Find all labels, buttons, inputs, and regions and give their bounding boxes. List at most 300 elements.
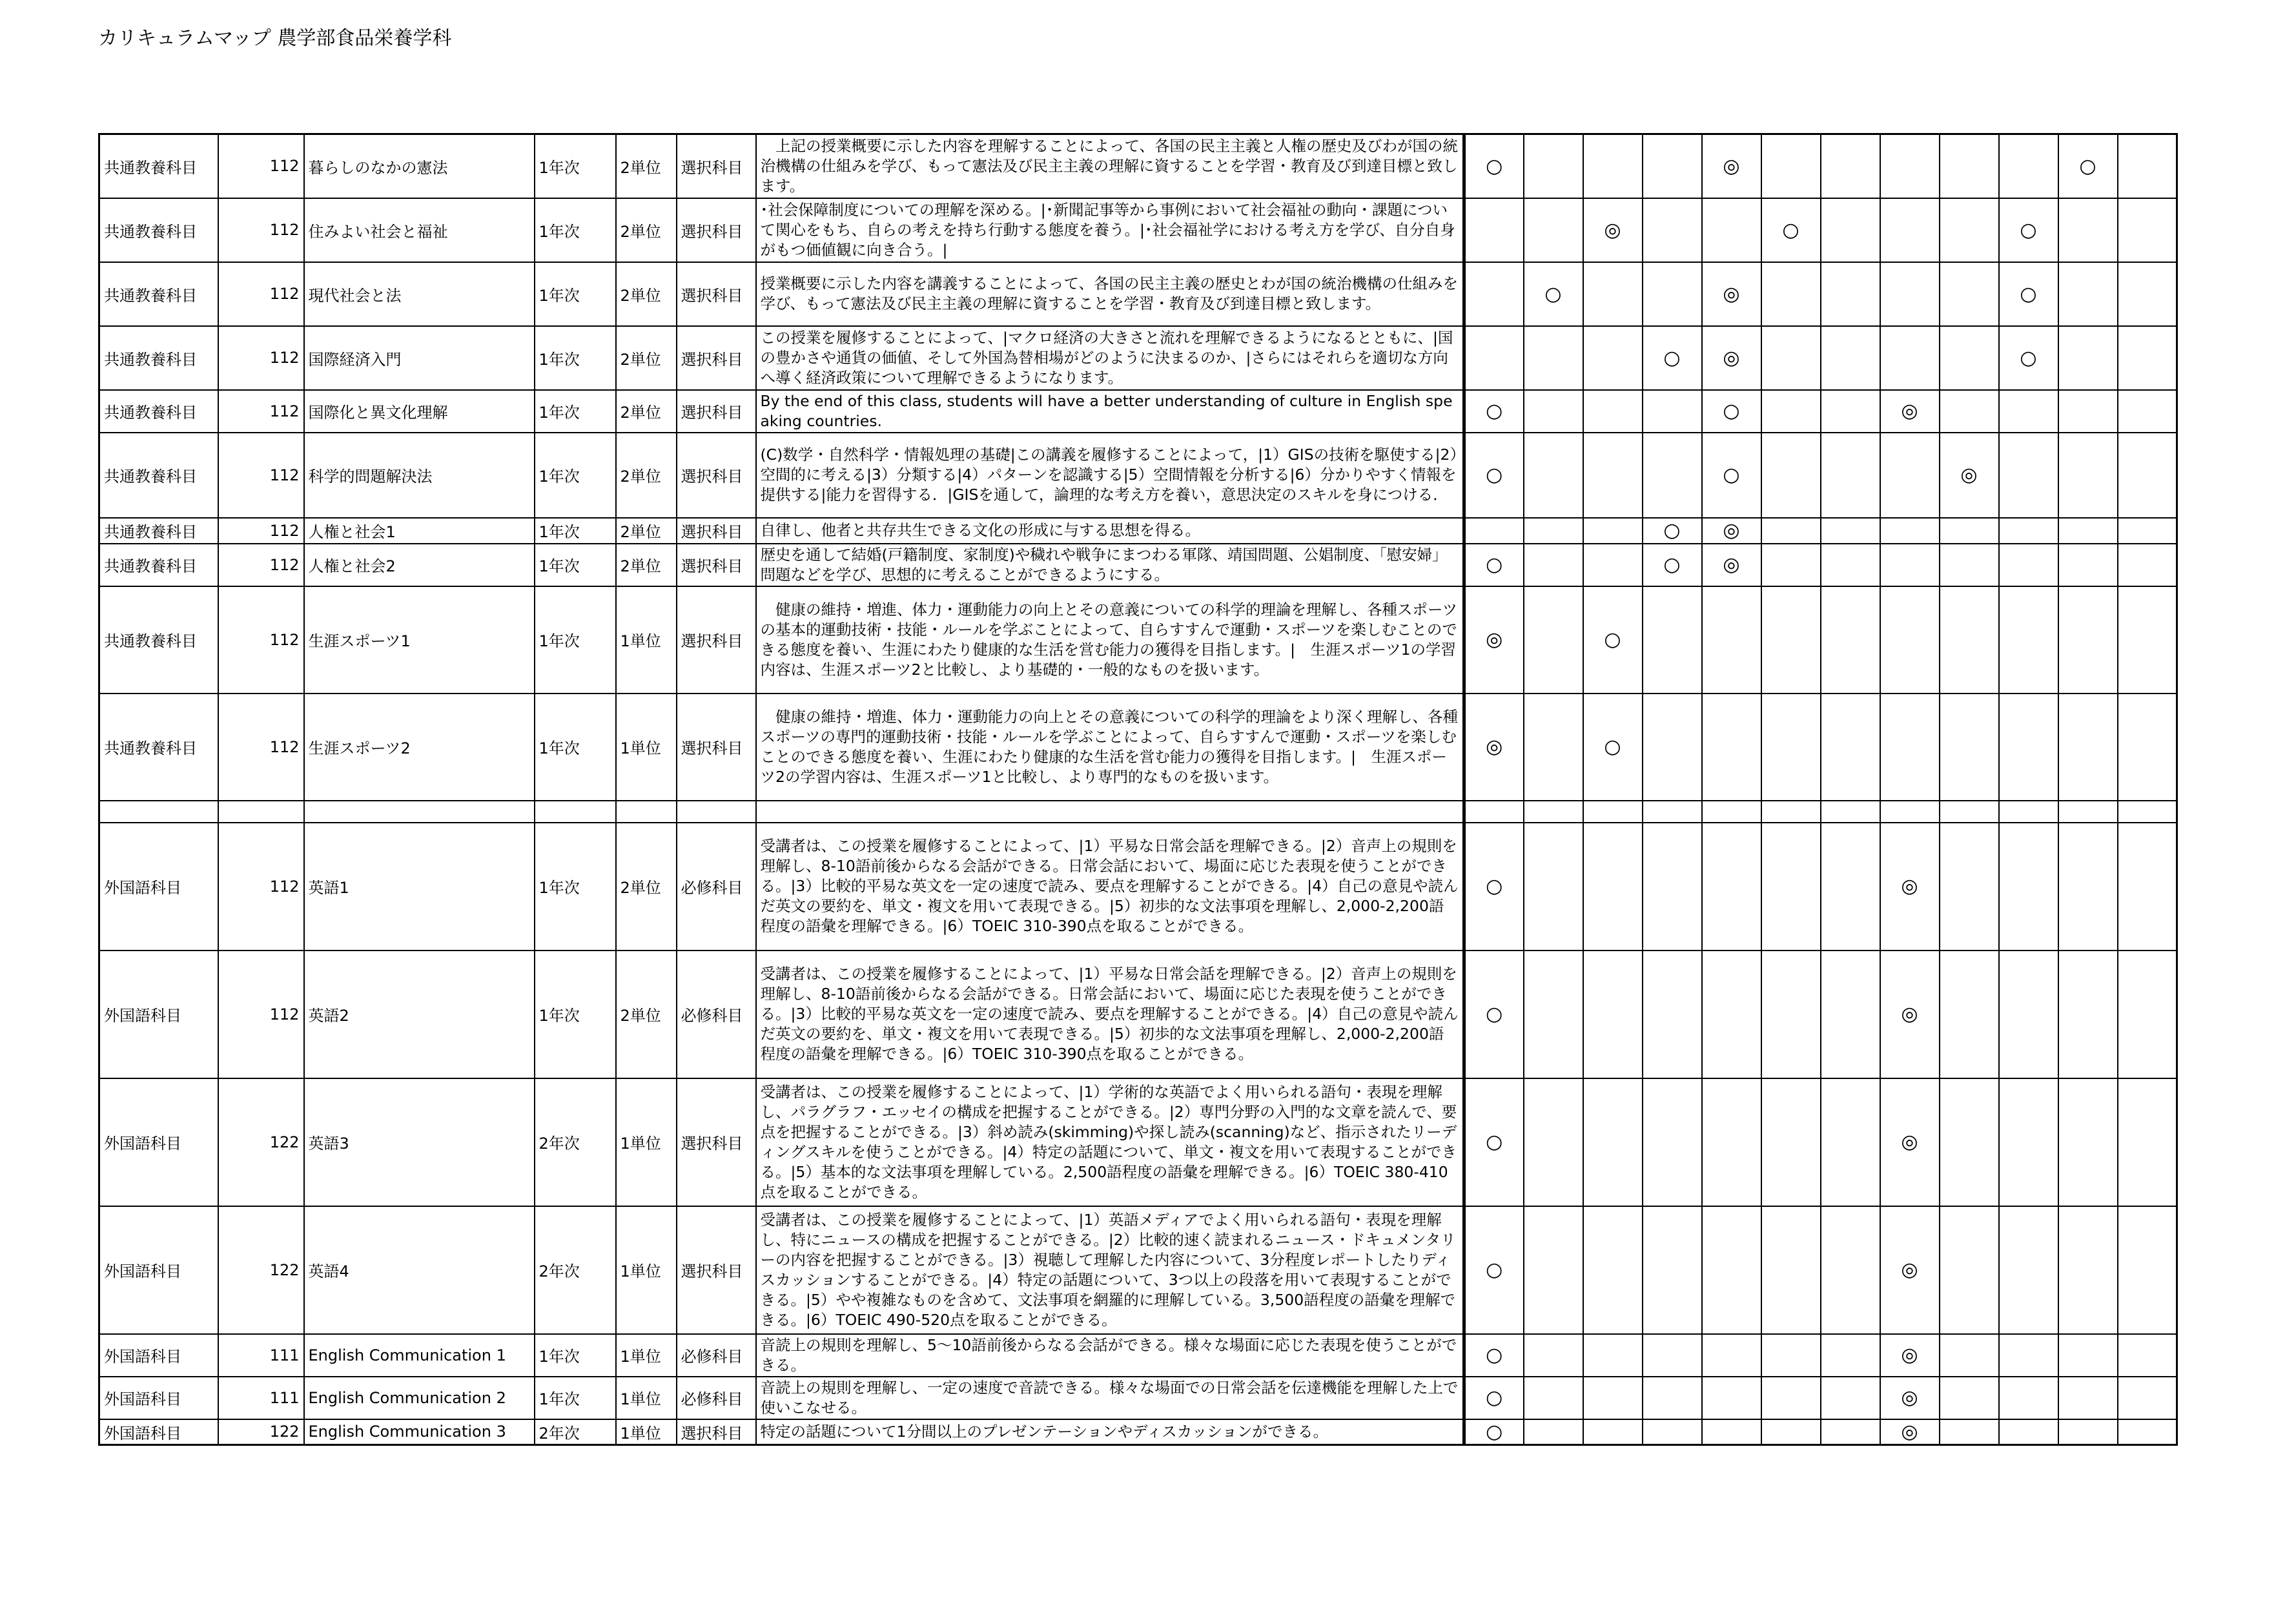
mark-cell	[1999, 1334, 2058, 1377]
code-cell: 122	[218, 1078, 304, 1206]
mark-cell	[1821, 1334, 1880, 1377]
mark-cell: ◎	[1880, 1334, 1940, 1377]
category-cell: 外国語科目	[99, 1377, 218, 1419]
mark-cell	[2058, 951, 2118, 1078]
mark-cell	[2118, 586, 2177, 694]
empty-cell	[304, 801, 535, 823]
table-row	[99, 1377, 2177, 1419]
code-cell: 112	[218, 544, 304, 586]
mark-cell	[2058, 544, 2118, 586]
mark-cell	[1880, 544, 1940, 586]
code-cell: 112	[218, 198, 304, 262]
empty-cell	[2058, 801, 2118, 823]
category-cell: 共通教養科目	[99, 198, 218, 262]
table-row	[99, 1419, 2177, 1445]
mark-cell	[1999, 134, 2058, 198]
table-row	[99, 262, 2177, 326]
description-cell: 受講者は、この授業を履修することによって、|1）学術的な英語でよく用いられる語句・表現を理解し、パラグラフ・エッセイの構成を把握することができる。|2）専門分野の入門的な文章を読んで、要点を把握することができる。|3）斜め読み(skimming)や探し読み(scanning)など、指示されたリーディングスキルを使うことができる。|4）特定の話題について、単文・複文を用いて表現することができる。|5）基本的な文法事項を理解している。2,500語程度の語彙を理解できる。|6）TOEIC 380-410点を取ることができる。	[756, 1078, 1464, 1206]
credits-cell: 2単位	[616, 823, 677, 951]
course-type-cell: 選択科目	[677, 694, 756, 801]
mark-cell	[2058, 1078, 2118, 1206]
mark-cell	[2058, 823, 2118, 951]
mark-cell	[1524, 518, 1583, 544]
table-row	[99, 544, 2177, 586]
course-name-cell: English Communication 2	[304, 1377, 535, 1419]
empty-cell	[99, 801, 218, 823]
mark-cell	[1583, 262, 1643, 326]
mark-cell	[1880, 326, 1940, 390]
code-cell: 112	[218, 326, 304, 390]
course-type-cell: 必修科目	[677, 823, 756, 951]
mark-cell	[1643, 1419, 1702, 1445]
credits-cell: 1単位	[616, 1419, 677, 1445]
course-name-cell: 科学的問題解決法	[304, 433, 535, 518]
mark-cell: ○	[1464, 1419, 1524, 1445]
course-name-cell: 人権と社会2	[304, 544, 535, 586]
credits-cell: 2単位	[616, 390, 677, 433]
mark-cell	[1643, 433, 1702, 518]
empty-cell	[1880, 801, 1940, 823]
mark-cell	[1999, 433, 2058, 518]
mark-cell	[1524, 544, 1583, 586]
mark-cell	[2058, 518, 2118, 544]
mark-cell: ◎	[1702, 262, 1761, 326]
category-cell: 共通教養科目	[99, 262, 218, 326]
code-cell: 112	[218, 262, 304, 326]
mark-cell	[1464, 326, 1524, 390]
mark-cell: ○	[1464, 134, 1524, 198]
mark-cell: ○	[1464, 1377, 1524, 1419]
mark-cell: ◎	[1880, 390, 1940, 433]
course-name-cell: 生涯スポーツ2	[304, 694, 535, 801]
mark-cell: ◎	[1880, 1419, 1940, 1445]
table-row	[99, 198, 2177, 262]
mark-cell	[1524, 433, 1583, 518]
credits-cell: 2単位	[616, 262, 677, 326]
credits-cell: 1単位	[616, 694, 677, 801]
empty-cell	[1643, 801, 1702, 823]
mark-cell	[1583, 544, 1643, 586]
mark-cell	[1761, 694, 1821, 801]
mark-cell	[1821, 433, 1880, 518]
mark-cell	[1643, 1377, 1702, 1419]
mark-cell	[2118, 198, 2177, 262]
mark-cell	[2058, 262, 2118, 326]
mark-cell	[1940, 823, 1999, 951]
course-name-cell: 国際化と異文化理解	[304, 390, 535, 433]
course-type-cell: 選択科目	[677, 134, 756, 198]
mark-cell	[1880, 262, 1940, 326]
course-name-cell: 英語3	[304, 1078, 535, 1206]
empty-cell	[535, 801, 616, 823]
mark-cell	[1880, 586, 1940, 694]
credits-cell: 1単位	[616, 1334, 677, 1377]
mark-cell	[1643, 134, 1702, 198]
course-type-cell: 必修科目	[677, 1377, 756, 1419]
mark-cell	[1999, 823, 2058, 951]
empty-cell	[1761, 801, 1821, 823]
mark-cell	[1940, 1078, 1999, 1206]
table-row	[99, 951, 2177, 1078]
credits-cell: 2単位	[616, 544, 677, 586]
mark-cell	[1761, 1206, 1821, 1334]
mark-cell	[1821, 586, 1880, 694]
year-cell: 1年次	[535, 694, 616, 801]
mark-cell: ○	[2058, 134, 2118, 198]
year-cell: 2年次	[535, 1419, 616, 1445]
mark-cell	[1583, 433, 1643, 518]
mark-cell	[1524, 134, 1583, 198]
empty-cell	[218, 801, 304, 823]
course-type-cell: 選択科目	[677, 433, 756, 518]
description-cell: 歴史を通して結婚(戸籍制度、家制度)や穢れや戦争にまつわる軍隊、靖国問題、公娼制度、「慰安婦」問題などを学び、思想的に考えることができるようにする。	[756, 544, 1464, 586]
year-cell: 1年次	[535, 390, 616, 433]
course-name-cell: 人権と社会1	[304, 518, 535, 544]
course-type-cell: 選択科目	[677, 198, 756, 262]
mark-cell: ○	[1464, 1334, 1524, 1377]
mark-cell	[1761, 518, 1821, 544]
year-cell: 1年次	[535, 198, 616, 262]
table-row	[99, 1206, 2177, 1334]
table-row	[99, 390, 2177, 433]
mark-cell	[2058, 198, 2118, 262]
empty-cell	[1464, 801, 1524, 823]
year-cell: 1年次	[535, 262, 616, 326]
mark-cell	[1524, 390, 1583, 433]
empty-cell	[1702, 801, 1761, 823]
mark-cell	[2058, 586, 2118, 694]
mark-cell	[1583, 134, 1643, 198]
page-title: カリキュラムマップ 農学部食品栄養学科	[98, 27, 452, 50]
category-cell: 共通教養科目	[99, 390, 218, 433]
mark-cell	[1821, 198, 1880, 262]
mark-cell	[1940, 1334, 1999, 1377]
empty-cell	[1999, 801, 2058, 823]
description-cell: 上記の授業概要に示した内容を理解することによって、各国の民主主義と人権の歴史及びわが国の統治機構の仕組みを学び、もって憲法及び民主主義の理解に資することを学習・教育及び到達目標と致します。	[756, 134, 1464, 198]
course-type-cell: 必修科目	[677, 1334, 756, 1377]
year-cell: 1年次	[535, 823, 616, 951]
mark-cell: ◎	[1880, 1206, 1940, 1334]
category-cell: 共通教養科目	[99, 134, 218, 198]
table-row	[99, 586, 2177, 694]
year-cell: 1年次	[535, 1334, 616, 1377]
mark-cell	[2118, 694, 2177, 801]
mark-cell	[1880, 134, 1940, 198]
code-cell: 111	[218, 1334, 304, 1377]
category-cell: 外国語科目	[99, 1419, 218, 1445]
mark-cell	[1999, 1377, 2058, 1419]
mark-cell	[1999, 694, 2058, 801]
mark-cell	[2058, 1377, 2118, 1419]
table-row	[99, 694, 2177, 801]
year-cell: 1年次	[535, 518, 616, 544]
course-name-cell: 住みよい社会と福祉	[304, 198, 535, 262]
course-type-cell: 選択科目	[677, 518, 756, 544]
mark-cell	[1940, 262, 1999, 326]
mark-cell	[1643, 390, 1702, 433]
mark-cell	[1761, 262, 1821, 326]
description-cell: この授業を履修することによって、|マクロ経済の大きさと流れを理解できるようになるとともに、|国の豊かさや通貨の価値、そして外国為替相場がどのように決まるのか、|さらにはそれらを適切な方向へ導く経済政策について理解できるようになります。	[756, 326, 1464, 390]
mark-cell	[1761, 390, 1821, 433]
mark-cell	[1821, 823, 1880, 951]
course-type-cell: 必修科目	[677, 951, 756, 1078]
mark-cell	[1583, 1334, 1643, 1377]
mark-cell	[1821, 1377, 1880, 1419]
mark-cell: ○	[1761, 198, 1821, 262]
mark-cell	[2118, 390, 2177, 433]
mark-cell: ◎	[1464, 586, 1524, 694]
mark-cell	[1821, 951, 1880, 1078]
mark-cell	[1524, 1078, 1583, 1206]
empty-cell	[1524, 801, 1583, 823]
mark-cell	[1821, 1078, 1880, 1206]
mark-cell	[1821, 544, 1880, 586]
mark-cell	[1643, 1206, 1702, 1334]
code-cell: 112	[218, 390, 304, 433]
mark-cell: ○	[1643, 544, 1702, 586]
mark-cell	[1524, 1206, 1583, 1334]
mark-cell	[2118, 1419, 2177, 1445]
year-cell: 1年次	[535, 544, 616, 586]
code-cell: 112	[218, 951, 304, 1078]
mark-cell	[1702, 198, 1761, 262]
mark-cell	[1999, 518, 2058, 544]
table-row	[99, 1334, 2177, 1377]
mark-cell	[1821, 1419, 1880, 1445]
description-cell: (C)数学・自然科学・情報処理の基礎|この講義を履修することによって，|1）GISの技術を駆使する|2）空間的に考える|3）分類する|4）パターンを認識する|5）空間情報を分析する|6）分かりやすく情報を提供する|能力を習得する．|GISを通して，論理的な考え方を養い，意思決定のスキルを身につける．	[756, 433, 1464, 518]
mark-cell	[1643, 823, 1702, 951]
mark-cell	[1940, 586, 1999, 694]
category-cell: 外国語科目	[99, 1206, 218, 1334]
mark-cell	[2118, 544, 2177, 586]
mark-cell	[1880, 518, 1940, 544]
mark-cell	[2118, 433, 2177, 518]
mark-cell	[1940, 518, 1999, 544]
mark-cell	[1583, 823, 1643, 951]
mark-cell	[1643, 1334, 1702, 1377]
mark-cell	[1702, 1334, 1761, 1377]
category-cell: 共通教養科目	[99, 433, 218, 518]
mark-cell	[1643, 586, 1702, 694]
course-type-cell: 選択科目	[677, 1078, 756, 1206]
mark-cell	[1999, 586, 2058, 694]
mark-cell	[1524, 326, 1583, 390]
code-cell: 112	[218, 134, 304, 198]
mark-cell: ○	[1643, 326, 1702, 390]
mark-cell	[1583, 326, 1643, 390]
mark-cell: ◎	[1702, 518, 1761, 544]
credits-cell: 2単位	[616, 433, 677, 518]
year-cell: 1年次	[535, 951, 616, 1078]
year-cell: 1年次	[535, 326, 616, 390]
mark-cell: ○	[1999, 198, 2058, 262]
description-cell: 健康の維持・増進、体力・運動能力の向上とその意義についての科学的理論をより深く理解し、各種スポーツの専門的運動技術・技能・ルールを学ぶことによって、自らすすんで運動・スポーツを楽しむことのできる態度を養い、生涯にわたり健康的な生活を営む能力の獲得を目指します。| 生涯スポーツ2の学習内容は、生涯スポーツ1と比較し、より専門的なものを扱います。	[756, 694, 1464, 801]
description-cell: 特定の話題について1分間以上のプレゼンテーションやディスカッションができる。	[756, 1419, 1464, 1445]
code-cell: 111	[218, 1377, 304, 1419]
mark-cell	[1999, 1419, 2058, 1445]
mark-cell	[1702, 1078, 1761, 1206]
mark-cell	[1524, 1334, 1583, 1377]
mark-cell	[2118, 1377, 2177, 1419]
mark-cell: ◎	[1880, 1078, 1940, 1206]
mark-cell	[1524, 1377, 1583, 1419]
mark-cell	[1821, 694, 1880, 801]
mark-cell	[2058, 433, 2118, 518]
empty-cell	[756, 801, 1464, 823]
course-name-cell: 現代社会と法	[304, 262, 535, 326]
mark-cell	[1702, 1377, 1761, 1419]
mark-cell	[1524, 198, 1583, 262]
mark-cell	[1999, 1206, 2058, 1334]
mark-cell	[1880, 198, 1940, 262]
mark-cell: ◎	[1464, 694, 1524, 801]
mark-cell: ○	[1583, 694, 1643, 801]
description-cell: 自律し、他者と共存共生できる文化の形成に与する思想を得る。	[756, 518, 1464, 544]
category-cell: 共通教養科目	[99, 518, 218, 544]
table-row	[99, 1078, 2177, 1206]
mark-cell	[2058, 1206, 2118, 1334]
mark-cell	[1643, 951, 1702, 1078]
category-cell: 外国語科目	[99, 951, 218, 1078]
mark-cell	[1524, 951, 1583, 1078]
mark-cell: ○	[1702, 433, 1761, 518]
mark-cell	[1821, 390, 1880, 433]
credits-cell: 2単位	[616, 134, 677, 198]
mark-cell	[1583, 1078, 1643, 1206]
description-cell: 受講者は、この授業を履修することによって、|1）平易な日常会話を理解できる。|2）音声上の規則を理解し、8-10語前後からなる会話ができる。日常会話において、場面に応じた表現を使うことができる。|3）比較的平易な英文を一定の速度で読み、要点を理解することができる。|4）自己の意見や読んだ英文の要約を、単文・複文を用いて表現できる。|5）初歩的な文法事項を理解し、2,000-2,200語程度の語彙を理解できる。|6）TOEIC 310-390点を取ることができる。	[756, 823, 1464, 951]
year-cell: 2年次	[535, 1206, 616, 1334]
year-cell: 1年次	[535, 1377, 616, 1419]
course-type-cell: 選択科目	[677, 1206, 756, 1334]
mark-cell	[1761, 1377, 1821, 1419]
mark-cell	[2118, 1206, 2177, 1334]
category-cell: 外国語科目	[99, 1078, 218, 1206]
mark-cell: ○	[1999, 326, 2058, 390]
mark-cell	[1702, 586, 1761, 694]
empty-cell	[2118, 801, 2177, 823]
mark-cell	[1761, 1078, 1821, 1206]
mark-cell	[2058, 1419, 2118, 1445]
mark-cell: ○	[1464, 1078, 1524, 1206]
mark-cell: ◎	[1702, 134, 1761, 198]
mark-cell	[2058, 326, 2118, 390]
description-cell: 音読上の規則を理解し、一定の速度で音読できる。様々な場面での日常会話を伝達機能を理解した上で使いこなせる。	[756, 1377, 1464, 1419]
mark-cell	[1999, 951, 2058, 1078]
mark-cell	[2118, 518, 2177, 544]
mark-cell	[2058, 390, 2118, 433]
credits-cell: 1単位	[616, 1078, 677, 1206]
code-cell: 122	[218, 1419, 304, 1445]
course-name-cell: English Communication 3	[304, 1419, 535, 1445]
table-row	[99, 433, 2177, 518]
code-cell: 112	[218, 694, 304, 801]
mark-cell	[1643, 262, 1702, 326]
mark-cell	[1583, 390, 1643, 433]
mark-cell: ○	[1464, 433, 1524, 518]
description-cell: 健康の維持・増進、体力・運動能力の向上とその意義についての科学的理論を理解し、各種スポーツの基本的運動技術・技能・ルールを学ぶことによって、自らすすんで運動・スポーツを楽しむことのできる態度を養い、生涯にわたり健康的な生活を営む能力の獲得を目指します。| 生涯スポーツ1の学習内容は、生涯スポーツ2と比較し、より基礎的・一般的なものを扱います。	[756, 586, 1464, 694]
mark-cell	[1940, 544, 1999, 586]
mark-cell	[1583, 1377, 1643, 1419]
mark-cell	[1464, 518, 1524, 544]
mark-cell	[2058, 694, 2118, 801]
credits-cell: 1単位	[616, 1377, 677, 1419]
year-cell: 1年次	[535, 433, 616, 518]
mark-cell: ○	[1464, 1206, 1524, 1334]
category-cell: 共通教養科目	[99, 694, 218, 801]
mark-cell	[1880, 694, 1940, 801]
empty-cell	[1583, 801, 1643, 823]
mark-cell	[2118, 326, 2177, 390]
mark-cell: ◎	[1583, 198, 1643, 262]
mark-cell	[1702, 1206, 1761, 1334]
mark-cell: ○	[1643, 518, 1702, 544]
category-cell: 外国語科目	[99, 1334, 218, 1377]
empty-cell	[677, 801, 756, 823]
code-cell: 112	[218, 823, 304, 951]
mark-cell	[1702, 1419, 1761, 1445]
mark-cell: ○	[1464, 544, 1524, 586]
course-name-cell: 英語2	[304, 951, 535, 1078]
spacer-row	[99, 801, 2177, 823]
description-cell: ･社会保障制度についての理解を深める。|･新聞記事等から事例において社会福祉の動向・課題について関心をもち、自らの考えを持ち行動する態度を養う。|･社会福祉学における考え方を学び、自分自身がもつ価値観に向き合う。|	[756, 198, 1464, 262]
course-type-cell: 選択科目	[677, 262, 756, 326]
empty-cell	[616, 801, 677, 823]
mark-cell: ◎	[1702, 326, 1761, 390]
mark-cell: ◎	[1702, 544, 1761, 586]
mark-cell	[2118, 951, 2177, 1078]
mark-cell	[1643, 694, 1702, 801]
empty-cell	[1821, 801, 1880, 823]
year-cell: 2年次	[535, 1078, 616, 1206]
description-cell: 受講者は、この授業を履修することによって、|1）英語メディアでよく用いられる語句・表現を理解し、特にニュースの構成を把握することができる。|2）比較的速く読まれるニュース・ドキュメンタリーの内容を把握することができる。|3）視聴して理解した内容について、3分程度レポートしたりディスカッションすることができる。|4）特定の話題について、3つ以上の段落を用いて表現することができる。|5）やや複雑なものを含めて、文法事項を網羅的に理解している。3,500語程度の語彙を理解できる。|6）TOEIC 490-520点を取ることができる。	[756, 1206, 1464, 1334]
mark-cell	[1821, 326, 1880, 390]
mark-cell: ○	[1464, 951, 1524, 1078]
table-row	[99, 326, 2177, 390]
mark-cell	[1940, 951, 1999, 1078]
table-row	[99, 823, 2177, 951]
mark-cell	[1821, 134, 1880, 198]
mark-cell	[1940, 694, 1999, 801]
mark-cell: ◎	[1880, 823, 1940, 951]
mark-cell: ○	[1702, 390, 1761, 433]
mark-cell	[2118, 1334, 2177, 1377]
curriculum-map-table	[98, 133, 2178, 1446]
mark-cell	[1999, 1078, 2058, 1206]
credits-cell: 2単位	[616, 326, 677, 390]
credits-cell: 1単位	[616, 1206, 677, 1334]
category-cell: 外国語科目	[99, 823, 218, 951]
mark-cell	[1761, 1419, 1821, 1445]
mark-cell	[2118, 823, 2177, 951]
course-type-cell: 選択科目	[677, 544, 756, 586]
mark-cell	[1583, 518, 1643, 544]
mark-cell: ○	[1999, 262, 2058, 326]
mark-cell	[1464, 262, 1524, 326]
course-type-cell: 選択科目	[677, 586, 756, 694]
credits-cell: 2単位	[616, 951, 677, 1078]
mark-cell	[1999, 390, 2058, 433]
description-cell: 音読上の規則を理解し、5～10語前後からなる会話ができる。様々な場面に応じた表現を使うことができる。	[756, 1334, 1464, 1377]
course-name-cell: 国際経済入門	[304, 326, 535, 390]
course-type-cell: 選択科目	[677, 326, 756, 390]
mark-cell	[1524, 586, 1583, 694]
mark-cell	[1761, 1334, 1821, 1377]
description-cell: 授業概要に示した内容を講義することによって、各国の民主主義の歴史とわが国の統治機構の仕組みを学び、もって憲法及び民主主義の理解に資することを学習・教育及び到達目標と致します。	[756, 262, 1464, 326]
mark-cell	[1940, 326, 1999, 390]
mark-cell: ◎	[1940, 433, 1999, 518]
description-cell: By the end of this class, students will have a better understanding of culture in English speaking countries.	[756, 390, 1464, 433]
mark-cell	[1464, 198, 1524, 262]
